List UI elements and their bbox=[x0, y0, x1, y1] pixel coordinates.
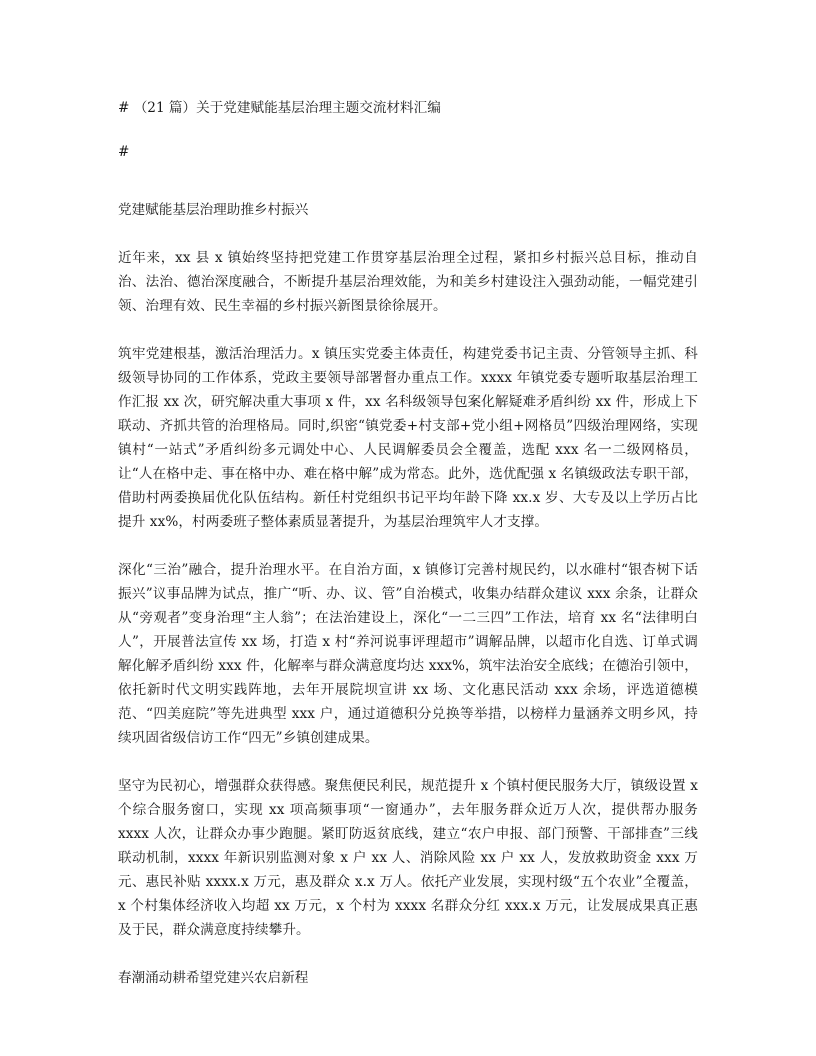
section-heading-2: 春潮涌动耕希望党建兴农启新程 bbox=[118, 970, 309, 986]
paragraph-intro: 近年来，xx 县 x 镇始终坚持把党建工作贯穿基层治理全过程，紧扣乡村振兴总目标，推动自治、法治、德治深度融合，不断提升基层治理效能，为和美乡村建设注入强劲动能，一幅党建引领、治理有效、民生幸福的乡村振兴新图景徐徐展开。 bbox=[118, 250, 698, 314]
section-heading-1: 党建赋能基层治理助推乡村振兴 bbox=[118, 202, 309, 218]
document-title: # （21 篇）关于党建赋能基层治理主题交流材料汇编 bbox=[118, 100, 441, 116]
paragraph-party-foundation: 筑牢党建根基，激活治理活力。x 镇压实党委主体责任，构建党委书记主责、分管领导主抓、科级领导协同的工作体系，党政主要领导部署督办重点工作。xxxx 年镇党委专题听取基层治理工作汇报 xx 次，研究解决重大事项 x 件，xx 名科级领导包案化解疑难矛盾纠纷 xx 件，形成上下联动、齐抓共管的治理格局。同时,织密“镇党委+村支部+党小组+网格员”四级治理网络，实现镇村“一站式”矛盾纠纷多元调处中心、人民调解委员会全覆盖，选配 xxx 名一二级网格员，让“人在格中走、事在格中办、难在格中解”成为常态。此外，选优配强 x 名镇级政法专职干部，借助村两委换届优化队伍结构。新任村党组织书记平均年龄下降 xx.x 岁、大专及以上学历占比提升 xx%，村两委班子整体素质显著提升，为基层治理筑牢人才支撑。 bbox=[118, 346, 698, 530]
hash-marker: # bbox=[118, 144, 130, 160]
paragraph-three-governance: 深化“三治”融合，提升治理水平。在自治方面，x 镇修订完善村规民约，以水碓村“银杏树下话振兴”议事品牌为试点，推广“听、办、议、管”自治模式，收集办结群众建议 xxx 余条，让群众从“旁观者”变身治理“主人翁”；在法治建设上，深化“一二三四”工作法，培育 xx 名“法律明白人”，开展普法宣传 xx 场，打造 x 村“养河说事评理超市”调解品牌，以超市化自选、订单式调解化解矛盾纠纷 xxx 件，化解率与群众满意度均达 xxx%，筑牢法治安全底线；在德治引领中，依托新时代文明实践阵地，去年开展院坝宣讲 xx 场、文化惠民活动 xxx 余场，评选道德模范、“四美庭院”等先进典型 xxx 户，通过道德积分兑换等举措，以榜样力量涵养文明乡风，持续巩固省级信访工作“四无”乡镇创建成果。 bbox=[118, 562, 698, 746]
document-page bbox=[118, 96, 698, 990]
paragraph-people-first: 坚守为民初心，增强群众获得感。聚焦便民利民，规范提升 x 个镇村便民服务大厅，镇级设置 x 个综合服务窗口，实现 xx 项高频事项“一窗通办”，去年服务群众近万人次，提供帮办服务 xxxx 人次，让群众办事少跑腿。紧盯防返贫底线，建立“农户申报、部门预警、干部排查”三线联动机制，xxxx 年新识别监测对象 x 户 xx 人、消除风险 xx 户 xx 人，发放救助资金 xxx 万元、惠民补贴 xxxx.x 万元，惠及群众 x.x 万人。依托产业发展，实现村级“五个农业”全覆盖，x 个村集体经济收入均超 xx 万元，x 个村为 xxxx 名群众分红 xxx.x 万元，让发展成果真正惠及于民，群众满意度持续攀升。 bbox=[118, 778, 698, 938]
